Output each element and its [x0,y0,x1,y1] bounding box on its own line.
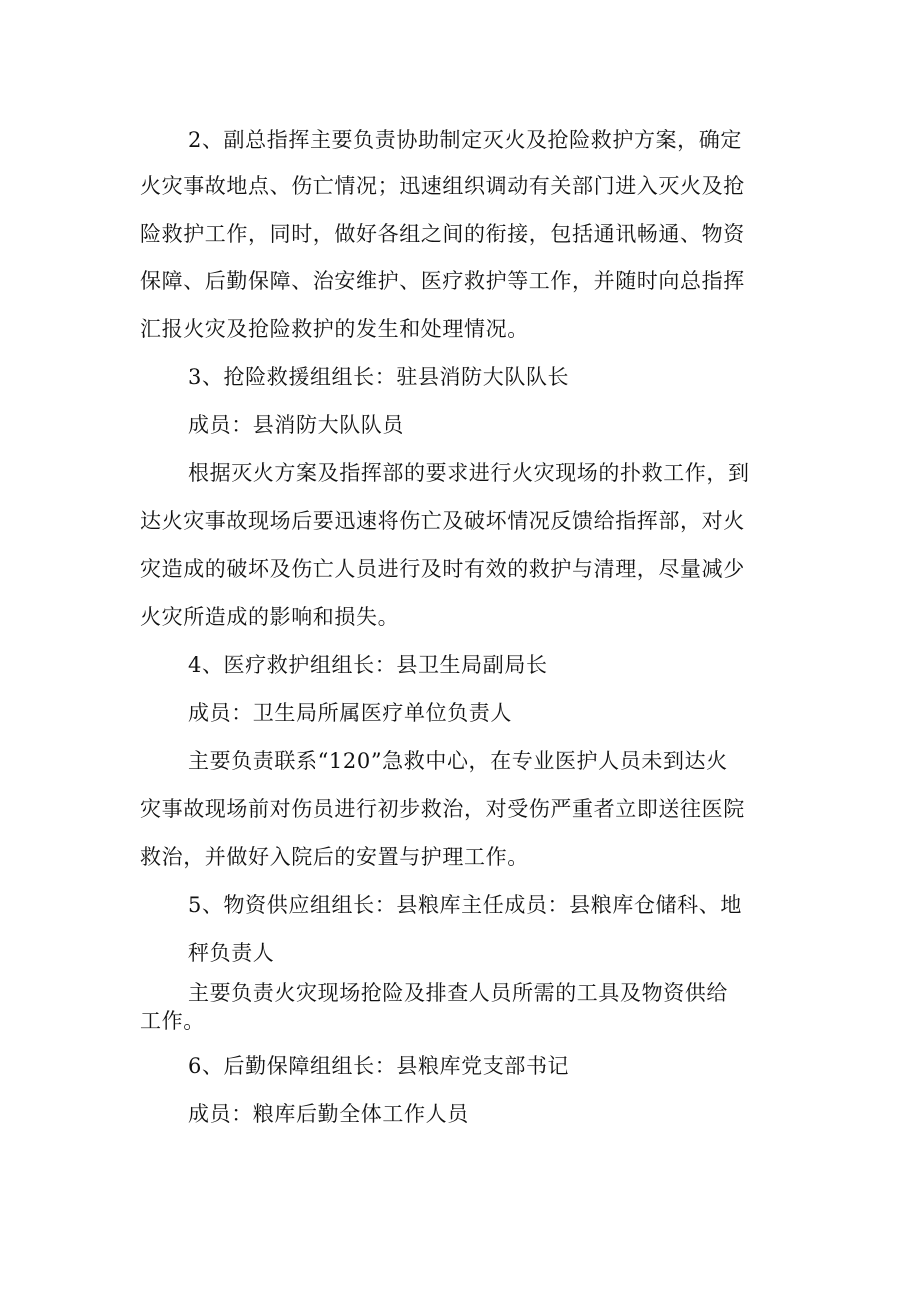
text-line: 工作。 [140,1009,205,1033]
text-line: 灾事故现场前对伤员进行初步救治，对受伤严重者立即送往医院 [140,797,745,821]
text-line: 4、医疗救护组组长：县卫生局副局长 [188,653,548,677]
text-line: 主要负责联系“120”急救中心，在专业医护人员未到达火 [188,749,728,773]
text-line: 5、物资供应组组长：县粮库主任成员：县粮库仓储科、地 [188,893,742,917]
text-line: 3、抢险救援组组长：驻县消防大队队长 [188,365,570,389]
text-line: 火灾所造成的影响和损失。 [140,605,400,629]
text-line: 灾造成的破坏及伤亡人员进行及时有效的救护与清理，尽量减少 [140,557,745,581]
text-line: 救治，并做好入院后的安置与护理工作。 [140,845,529,869]
text-line: 保障、后勤保障、治安维护、医疗救护等工作，并随时向总指挥 [140,269,745,293]
text-line: 成员：卫生局所属医疗单位负责人 [188,701,512,725]
text-line: 秤负责人 [188,941,275,965]
text-line: 6、后勤保障组组长：县粮库党支部书记 [188,1054,570,1078]
text-line: 成员：粮库后勤全体工作人员 [188,1102,469,1126]
text-line: 汇报火灾及抢险救护的发生和处理情况。 [140,317,529,341]
text-line: 2、副总指挥主要负责协助制定灭火及抢险救护方案，确定 [188,128,742,152]
text-line: 成员：县消防大队队员 [188,413,404,437]
text-line: 火灾事故地点、伤亡情况；迅速组织调动有关部门进入灭火及抢 [140,174,745,198]
text-line: 险救护工作，同时，做好各组之间的衔接，包括通讯畅通、物资 [140,222,745,246]
text-line: 主要负责火灾现场抢险及排查人员所需的工具及物资供给 [188,981,728,1005]
text-line: 根据灭火方案及指挥部的要求进行火灾现场的扑救工作，到 [188,461,750,485]
text-line: 达火灾事故现场后要迅速将伤亡及破坏情况反馈给指挥部，对火 [140,509,745,533]
